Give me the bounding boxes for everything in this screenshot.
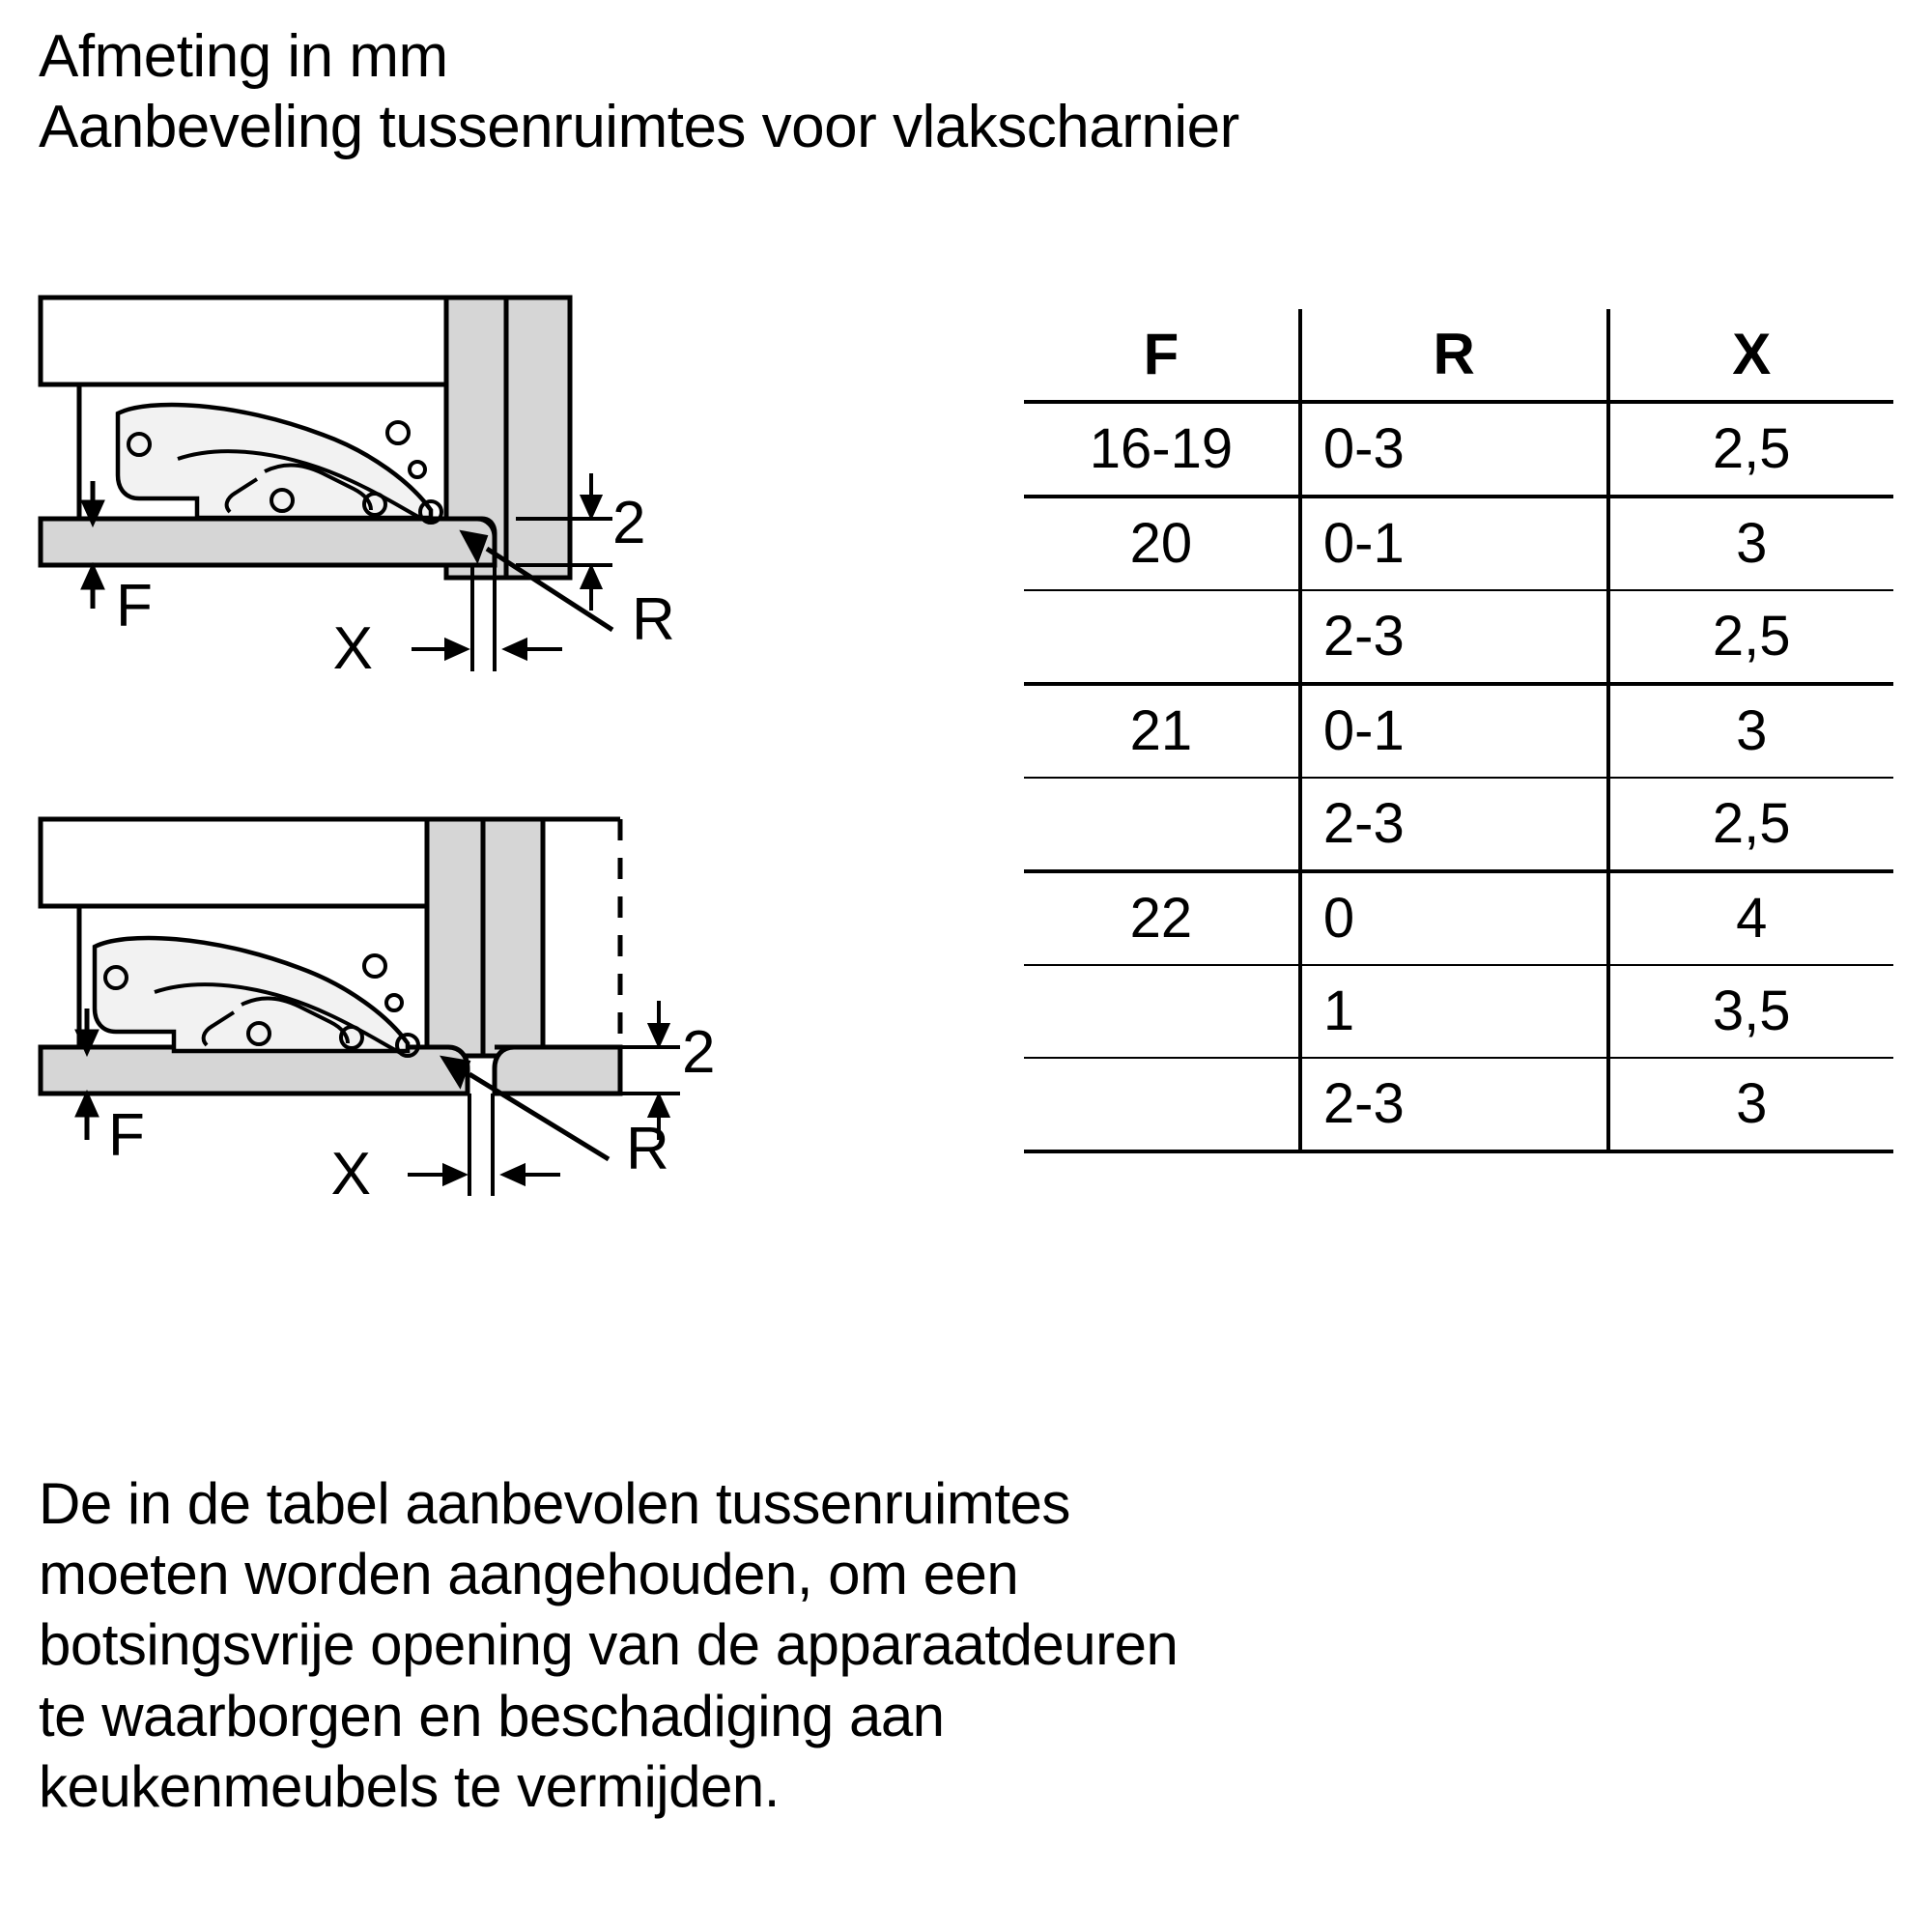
cell-f: 16-19 bbox=[1024, 402, 1300, 497]
table-row bbox=[1024, 1058, 1893, 1151]
cell-x: 3 bbox=[1608, 497, 1894, 590]
label-gap-bottom: 2 bbox=[682, 1019, 716, 1086]
note-line-4: te waarborgen en beschadiging aan bbox=[39, 1683, 945, 1748]
cell-x: 2,5 bbox=[1608, 778, 1894, 871]
table-row bbox=[1024, 402, 1893, 497]
col-header-f: F bbox=[1024, 309, 1300, 402]
spec-table-wrapper bbox=[1024, 309, 1893, 1153]
cell-x: 2,5 bbox=[1608, 402, 1894, 497]
note-paragraph bbox=[39, 1468, 1903, 1822]
label-x-bottom: X bbox=[330, 1141, 371, 1208]
cell-r: 2-3 bbox=[1300, 778, 1608, 871]
cell-r: 1 bbox=[1300, 965, 1608, 1058]
cell-r: 2-3 bbox=[1300, 590, 1608, 684]
spec-table bbox=[1024, 309, 1893, 1153]
col-header-x: X bbox=[1608, 309, 1894, 402]
label-f-top: F bbox=[116, 573, 153, 639]
page-title bbox=[39, 21, 1903, 162]
cell-r: 0-1 bbox=[1300, 684, 1608, 778]
label-r-top: R bbox=[632, 586, 675, 653]
cell-x: 4 bbox=[1608, 871, 1894, 965]
cell-r: 0 bbox=[1300, 871, 1608, 965]
cell-f bbox=[1024, 590, 1300, 684]
cell-x: 3 bbox=[1608, 684, 1894, 778]
title-line-1: Afmeting in mm bbox=[39, 23, 448, 90]
note-line-5: keukenmeubels te vermijden. bbox=[39, 1753, 780, 1819]
note-line-2: moeten worden aangehouden, om een bbox=[39, 1542, 1019, 1607]
table-row bbox=[1024, 965, 1893, 1058]
label-x-top: X bbox=[332, 615, 373, 682]
cell-f bbox=[1024, 965, 1300, 1058]
table-row bbox=[1024, 778, 1893, 871]
cell-r: 0-1 bbox=[1300, 497, 1608, 590]
diagram-group bbox=[33, 290, 960, 1333]
title-line-2: Aanbeveling tussenruimtes voor vlakscharnier bbox=[39, 94, 1239, 161]
cell-x: 3,5 bbox=[1608, 965, 1894, 1058]
label-f-bottom: F bbox=[108, 1102, 145, 1169]
col-header-r: R bbox=[1300, 309, 1608, 402]
note-line-3: botsingsvrije opening van de apparaatdeuren bbox=[39, 1612, 1179, 1678]
cell-x: 2,5 bbox=[1608, 590, 1894, 684]
table-header-row bbox=[1024, 309, 1893, 402]
table-row bbox=[1024, 871, 1893, 965]
cell-f: 21 bbox=[1024, 684, 1300, 778]
table-row bbox=[1024, 684, 1893, 778]
hinge-diagram-top bbox=[33, 290, 960, 802]
note-line-1: De in de tabel aanbevolen tussenruimtes bbox=[39, 1471, 1070, 1536]
label-r-bottom: R bbox=[626, 1116, 669, 1182]
cell-r: 2-3 bbox=[1300, 1058, 1608, 1151]
cell-f bbox=[1024, 1058, 1300, 1151]
cell-x: 3 bbox=[1608, 1058, 1894, 1151]
cell-r: 0-3 bbox=[1300, 402, 1608, 497]
cell-f bbox=[1024, 778, 1300, 871]
table-row bbox=[1024, 497, 1893, 590]
hinge-diagram-bottom bbox=[33, 811, 960, 1323]
cell-f: 22 bbox=[1024, 871, 1300, 965]
cell-f: 20 bbox=[1024, 497, 1300, 590]
label-gap-top: 2 bbox=[612, 490, 646, 556]
table-row bbox=[1024, 590, 1893, 684]
